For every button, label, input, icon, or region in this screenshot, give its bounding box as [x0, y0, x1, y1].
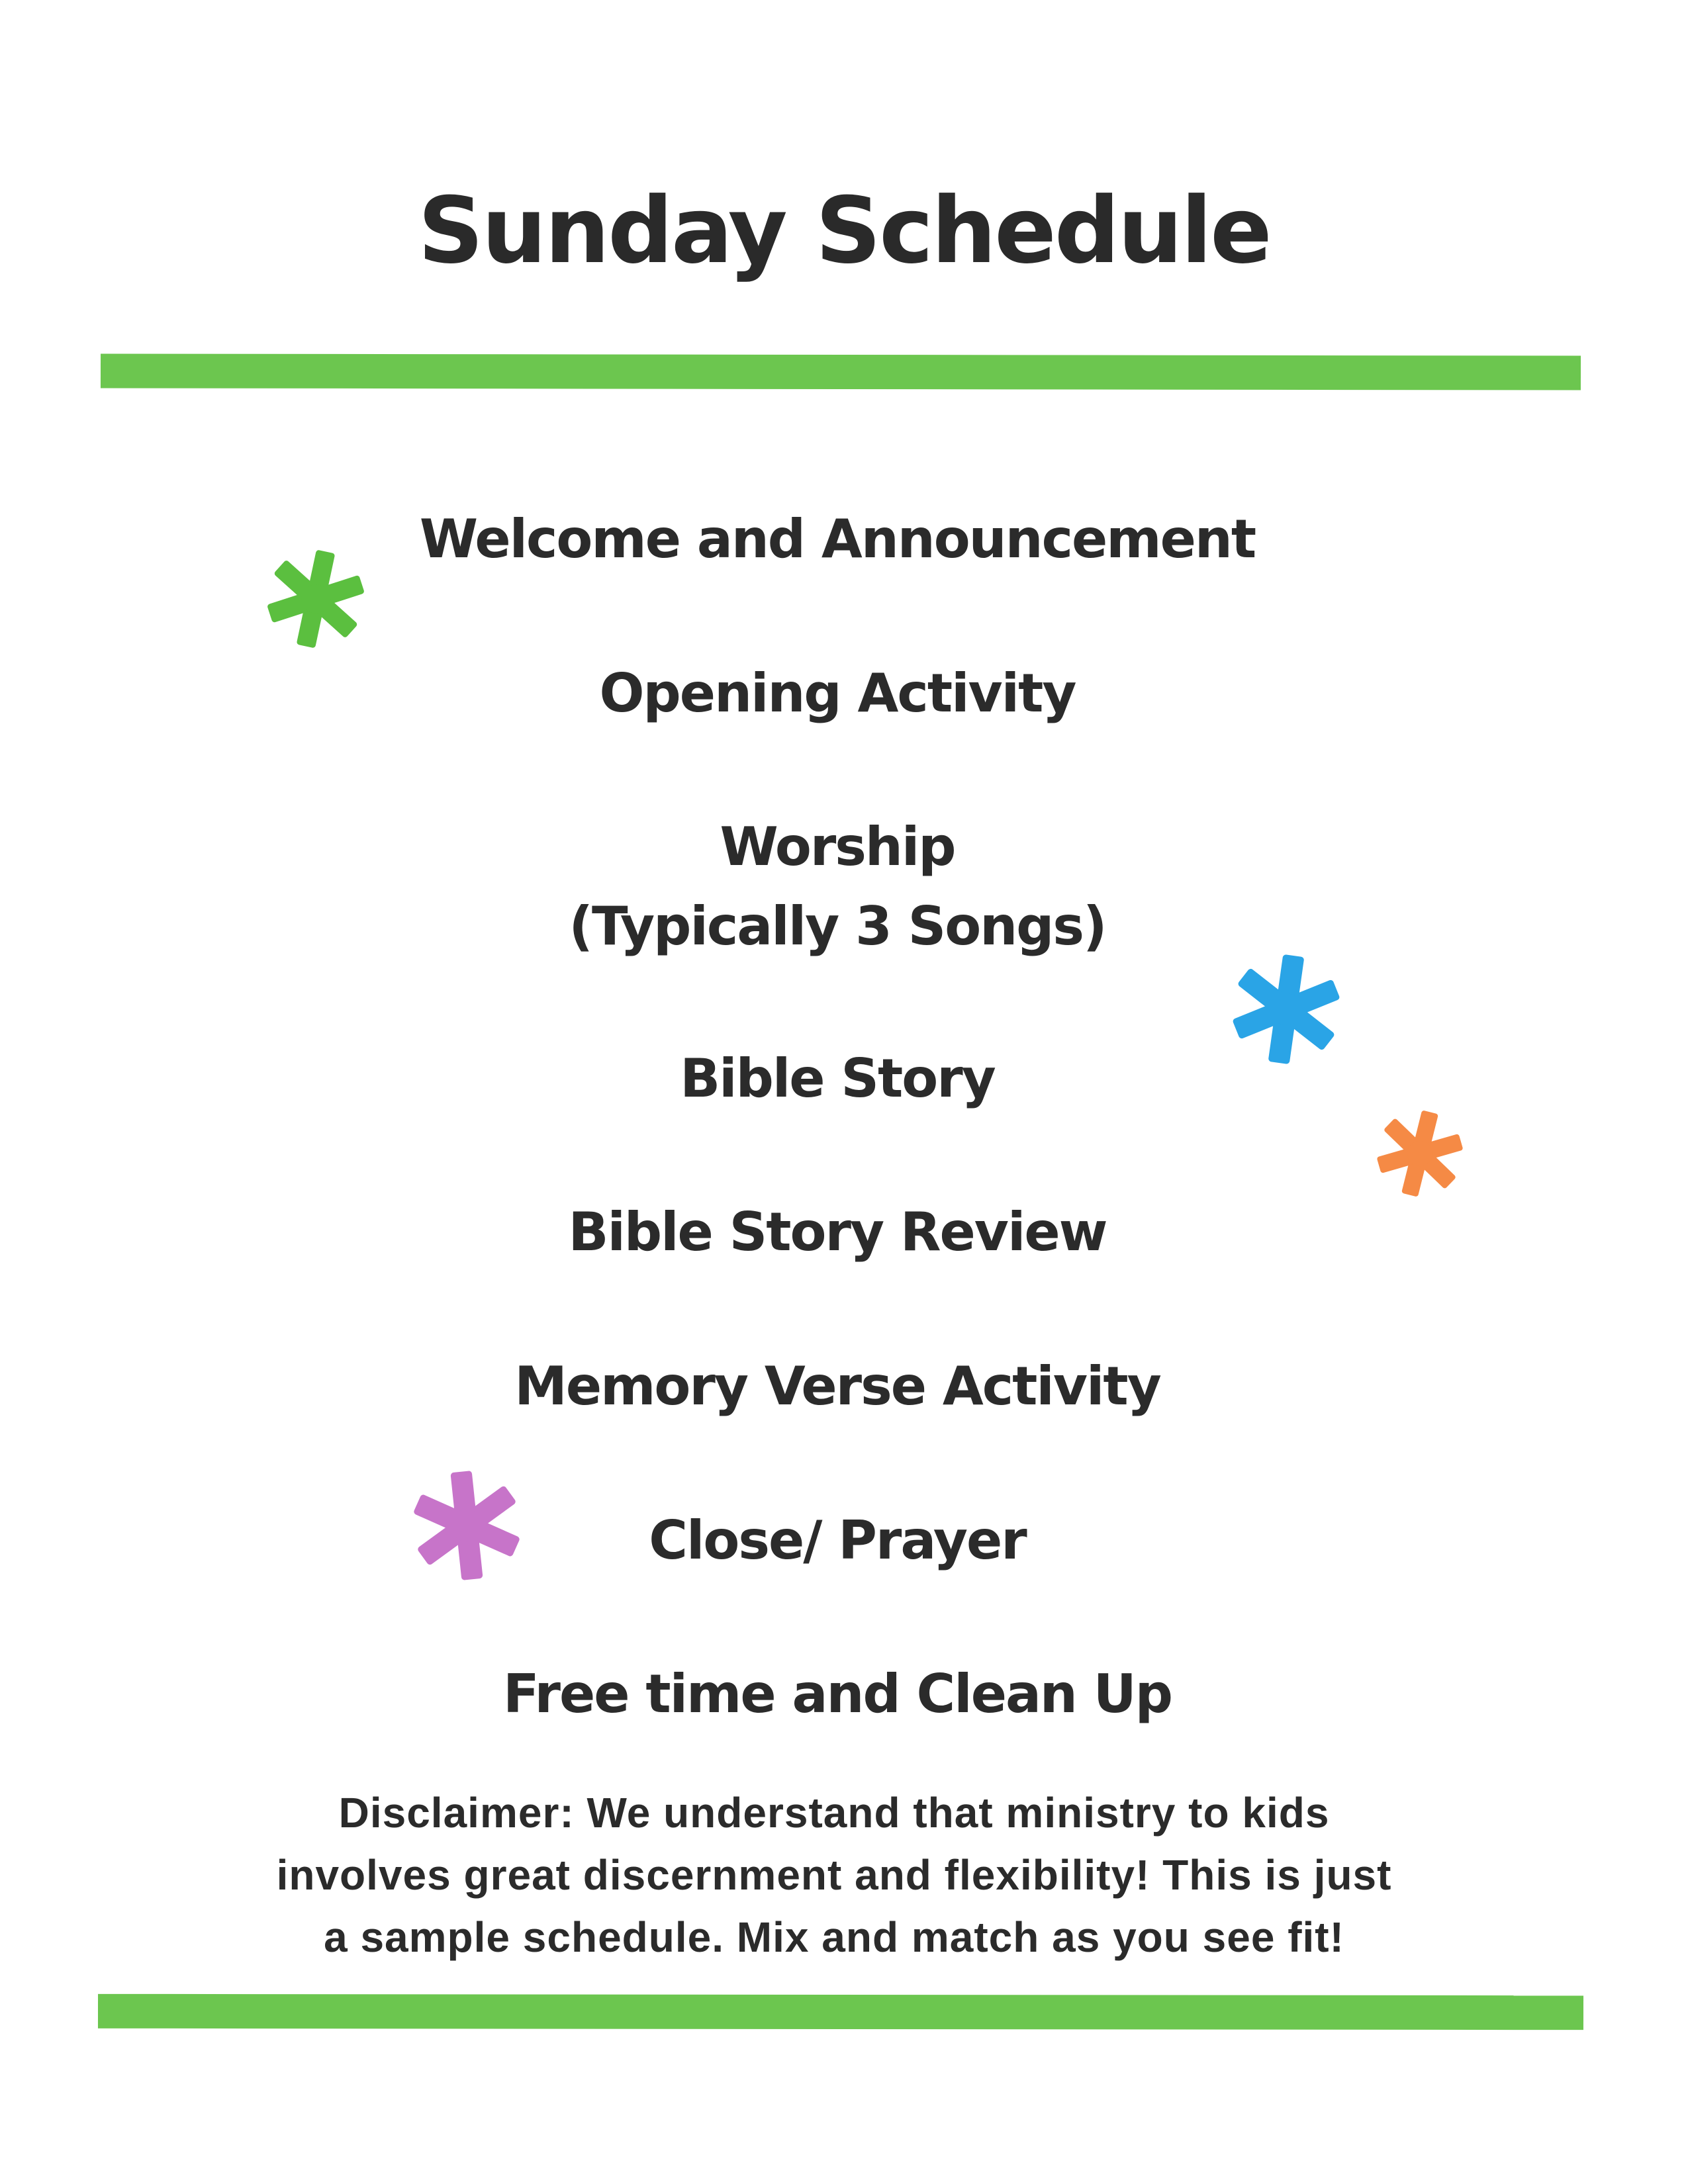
asterisk-icon-purple	[404, 1463, 530, 1588]
schedule-item-welcome	[0, 508, 1675, 570]
schedule-item-label: Close/ Prayer	[649, 1510, 1026, 1571]
disclaimer-line: Disclaimer: We understand that ministry to kids	[338, 1789, 1330, 1837]
disclaimer-line: a sample schedule. Mix and match as you see fit!	[324, 1913, 1344, 1961]
disclaimer-line: involves great discernment and flexibility! This is just	[276, 1851, 1392, 1899]
schedule-item-label: Bible Story	[680, 1048, 995, 1109]
schedule-item-worship	[0, 816, 1675, 957]
asterisk-icon-green	[259, 543, 372, 655]
page-title: Sunday Schedule	[418, 177, 1270, 284]
schedule-item-sublabel: (Typically 3 Songs)	[569, 895, 1106, 957]
schedule-item-label: Memory Verse Activity	[514, 1355, 1160, 1417]
schedule-item-label: Free time and Clean Up	[503, 1663, 1172, 1725]
top-divider-bar	[101, 353, 1581, 390]
asterisk-icon-orange	[1370, 1104, 1470, 1203]
schedule-item-memory-verse	[0, 1355, 1675, 1417]
schedule-item-opening-activity	[0, 662, 1675, 724]
asterisk-icon	[259, 543, 372, 655]
schedule-item-label: Opening Activity	[599, 662, 1076, 724]
schedule-item-bible-story	[0, 1048, 1675, 1109]
asterisk-icon-blue	[1223, 946, 1349, 1072]
schedule-item-label: Welcome and Announcement	[419, 508, 1256, 570]
asterisk-icon	[404, 1463, 530, 1588]
schedule-item-close-prayer	[0, 1510, 1675, 1571]
asterisk-icon	[1370, 1104, 1470, 1203]
schedule-item-label: Worship	[720, 816, 955, 878]
bottom-divider-bar	[98, 1994, 1583, 2030]
disclaimer-text	[0, 1782, 1668, 1968]
schedule-item-label: Bible Story Review	[568, 1201, 1107, 1263]
schedule-item-bible-story-review	[0, 1201, 1675, 1263]
schedule-item-free-time	[0, 1663, 1675, 1725]
asterisk-icon	[1223, 946, 1349, 1072]
